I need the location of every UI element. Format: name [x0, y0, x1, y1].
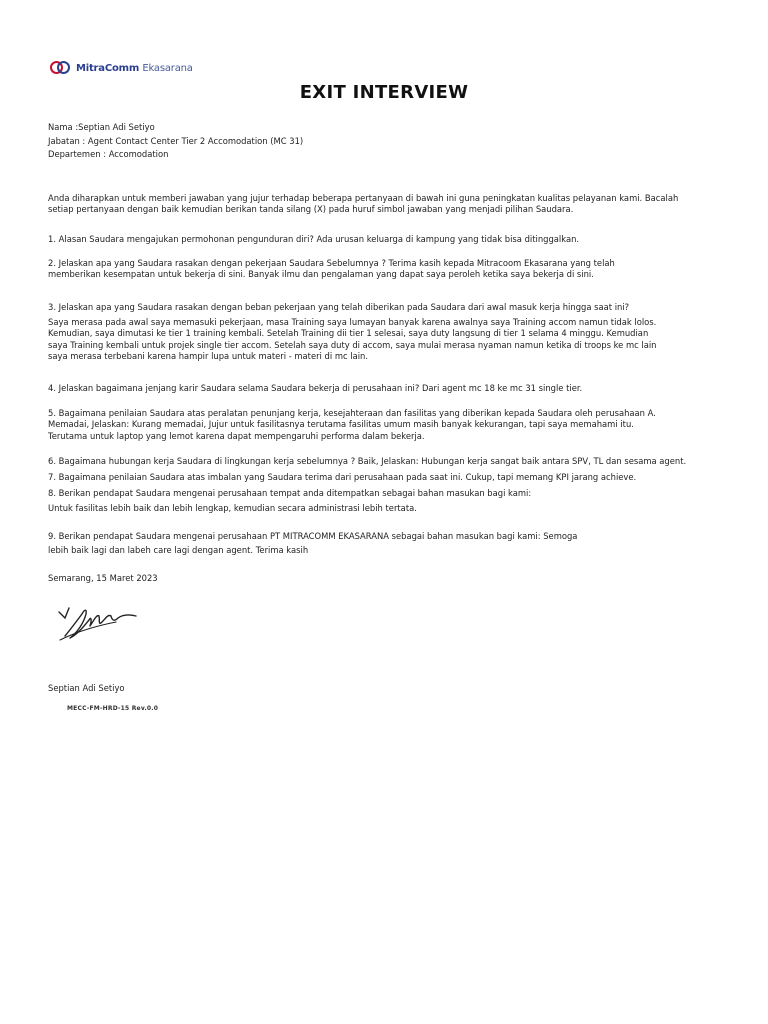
question-8: 8. Berikan pendapat Saudara mengenai perusahaan tempat anda ditempatkan sebagai bahan masukan bagi kami: — [48, 488, 532, 498]
question-6: 6. Bagaimana hubungan kerja Saudara di lingkungan kerja sebelumnya ? Baik, Jelaskan: Hubungan kerja sangat baik antara SPV, TL dan sesama agent. — [48, 456, 687, 466]
logo-name-secondary: Ekasarana — [142, 62, 193, 74]
question-5: 5. Bagaimana penilaian Saudara atas peralatan penunjang kerja, kesejahteraan dan fasilitas yang diberikan kepada Saudara oleh perusahaan A. Memadai, Jelaskan: Kurang memadai, Jujur untuk fasilitasnya terutama fasilitas umum masih banyak kekurangan, tapi saya memahami itu. Terutama untuk laptop yang lemot karena dapat mempengaruhi performa dalam bekerja. — [48, 408, 656, 441]
question-4: 4. Jelaskan bagaimana jenjang karir Saudara selama Saudara bekerja di perusahaan ini? Dari agent mc 18 ke mc 31 single tier. — [48, 383, 583, 393]
question-9-line-2: lebih baik lagi dan labeh care lagi dengan agent. Terima kasih — [48, 545, 309, 555]
question-1: 1. Alasan Saudara mengajukan permohonan pengunduran diri? Ada urusan keluarga di kampung yang tidak bisa ditinggalkan. — [48, 234, 580, 244]
field-departemen: Departemen : Accomodation — [48, 149, 169, 159]
form-code: MECC-FM-HRD-15 Rev.0.0 — [67, 705, 159, 712]
question-3-answer: Saya merasa pada awal saya memasuki pekerjaan, masa Training saya lumayan banyak karena awalnya saya Training accom namun tidak lolos. Kemudian, saya dimutasi ke tier 1 training kembali. Setelah Training dii tier 1 selesai, saya duty langsung di tier 1 selama 4 minggu. Kemudian saya Training kembali untuk projek single tier accom. Setelah saya duty di accom, saya mulai merasa nyaman namun ketika di troops ke mc lain saya merasa terbebani karena hampir lupa untuk materi - materi di mc lain. — [48, 317, 657, 361]
question-3: 3. Jelaskan apa yang Saudara rasakan dengan beban pekerjaan yang telah diberikan pada Saudara dari awal masuk kerja hingga saat ini? — [48, 302, 630, 312]
signer-name: Septian Adi Setiyo — [48, 683, 125, 693]
logo-rings-icon — [50, 60, 72, 77]
place-date: Semarang, 15 Maret 2023 — [48, 573, 158, 583]
question-7: 7. Bagaimana penilaian Saudara atas imbalan yang Saudara terima dari perusahaan pada saat ini. Cukup, tapi memang KPI jarang achieve. — [48, 472, 637, 482]
question-9-line-1: 9. Berikan pendapat Saudara mengenai perusahaan PT MITRACOMM EKASARANA sebagai bahan masukan bagi kami: Semoga — [48, 531, 578, 541]
logo-text — [76, 63, 193, 74]
logo-name-primary: MitraComm — [76, 62, 140, 74]
question-2: 2. Jelaskan apa yang Saudara rasakan dengan pekerjaan Saudara Sebelumnya ? Terima kasih kepada Mitracoom Ekasarana yang telah memberikan kesempatan untuk bekerja di sini. Banyak ilmu dan pengalaman yang dapat saya peroleh ketika saya bekerja di sini. — [48, 258, 615, 280]
company-logo — [50, 59, 193, 77]
intro-paragraph: Anda diharapkan untuk memberi jawaban yang jujur terhadap beberapa pertanyaan di bawah ini guna peningkatan kualitas pelayanan kami. Bacalah setiap pertanyaan dengan baik kemudian berikan tanda silang (X) pada huruf simbol jawaban yang menjadi pilihan Saudara. — [48, 193, 679, 215]
question-8-answer: Untuk fasilitas lebih baik dan lebih lengkap, kemudian secara administrasi lebih tertata. — [48, 503, 417, 513]
document-title: EXIT INTERVIEW — [299, 82, 469, 103]
handwritten-signature — [56, 600, 146, 646]
field-nama: Nama :Septian Adi Setiyo — [48, 122, 155, 132]
field-jabatan: Jabatan : Agent Contact Center Tier 2 Accomodation (MC 31) — [48, 136, 304, 146]
